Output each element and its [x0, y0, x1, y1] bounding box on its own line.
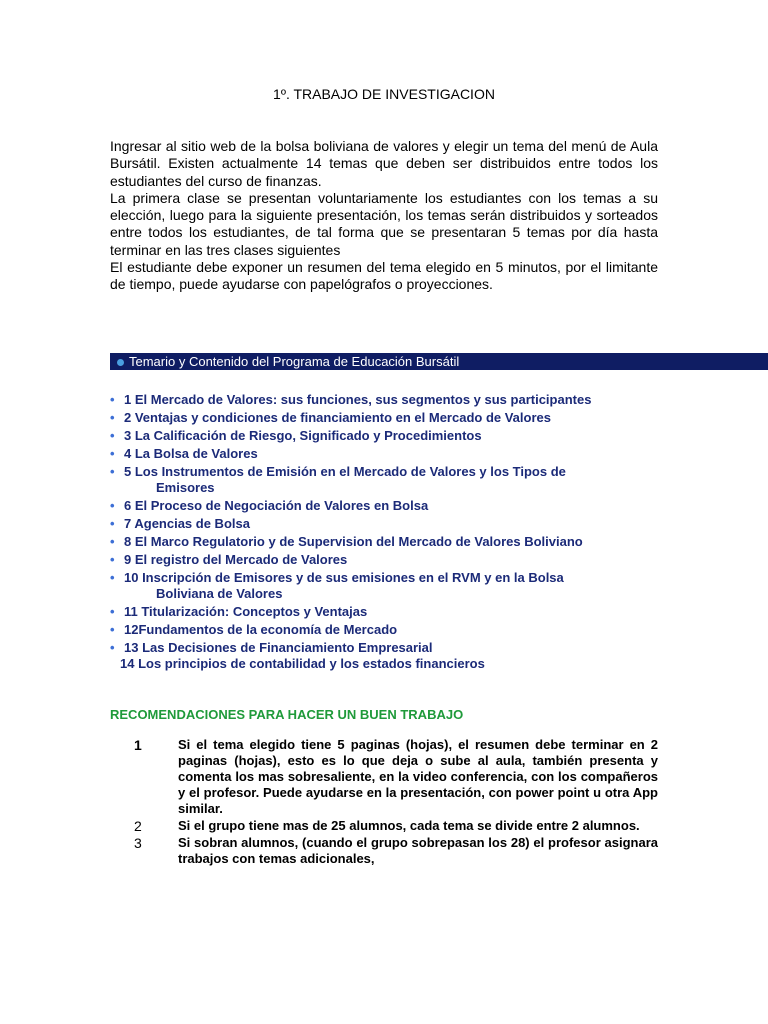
bullet-icon: •: [110, 498, 115, 513]
intro-paragraph: Ingresar al sitio web de la bolsa boliviana de valores y elegir un tema del menú de Aula Bursátil. Existen actualmente 14 temas que deben ser distribuidos entre todos los estudiantes del curso de finanzas.: [110, 138, 658, 189]
topic-label: 11 Titularización: Conceptos y Ventajas: [124, 604, 368, 619]
recommendations-heading: RECOMENDACIONES PARA HACER UN BUEN TRABAJO: [110, 707, 464, 722]
topic-item: [110, 410, 710, 426]
recommendations-list: [110, 737, 658, 868]
topic-item: [110, 516, 710, 532]
bullet-icon: •: [110, 604, 115, 619]
bullet-icon: •: [110, 516, 115, 531]
bullet-icon: •: [110, 428, 115, 443]
topic-item: [110, 604, 710, 620]
topic-item: [110, 552, 710, 568]
topic-item: [110, 392, 710, 408]
topic-label: 7 Agencias de Bolsa: [124, 516, 250, 531]
recommendation-text: Si el tema elegido tiene 5 paginas (hojas), el resumen debe terminar en 2 paginas (hojas), esto es lo que deja o sube al aula, también presenta y comenta los mas sobresaliente, en la video conferencia, con los compañeros y el profesor. Puede ayudarse en la presentación, con power point u otra App similar.: [178, 737, 658, 816]
topic-label: 9 El registro del Mercado de Valores: [124, 552, 348, 567]
bullet-icon: •: [110, 534, 115, 549]
recommendation-item: [110, 835, 658, 867]
topic-label: 10 Inscripción de Emisores y de sus emisiones en el RVM y en la Bolsa: [124, 570, 564, 585]
topic-item: [110, 464, 710, 496]
intro-text: [110, 138, 658, 294]
topic-label: 1 El Mercado de Valores: sus funciones, sus segmentos y sus participantes: [124, 392, 592, 407]
topic-label: 8 El Marco Regulatorio y de Supervision del Mercado de Valores Boliviano: [124, 534, 583, 549]
recommendation-item: [110, 737, 658, 817]
topic-label-continuation: Emisores: [156, 480, 215, 495]
recommendation-number: 2: [134, 818, 142, 834]
recommendation-item: [110, 818, 658, 834]
bullet-icon: •: [110, 570, 115, 585]
topic-item: [110, 570, 710, 602]
topic-item: [110, 498, 710, 514]
topic-label: 12Fundamentos de la economía de Mercado: [124, 622, 398, 637]
topic-item: [110, 640, 710, 656]
recommendation-number: 3: [134, 835, 142, 851]
banner-label: Temario y Contenido del Programa de Educación Bursátil: [129, 354, 460, 369]
recommendation-text: Si sobran alumnos, (cuando el grupo sobrepasan los 28) el profesor asignara trabajos con temas adicionales,: [178, 835, 658, 866]
topic-label: 4 La Bolsa de Valores: [124, 446, 258, 461]
bullet-icon: •: [110, 464, 115, 479]
topic-label: 14 Los principios de contabilidad y los estados financieros: [120, 656, 485, 671]
topic-label: 13 Las Decisiones de Financiamiento Empresarial: [124, 640, 433, 655]
topic-item: [110, 534, 710, 550]
topic-item: [110, 656, 710, 672]
topic-label: 6 El Proceso de Negociación de Valores en Bolsa: [124, 498, 429, 513]
bullet-icon: •: [110, 446, 115, 461]
bullet-icon: •: [110, 552, 115, 567]
bullet-icon: •: [110, 392, 115, 407]
recommendation-text: Si el grupo tiene mas de 25 alumnos, cada tema se divide entre 2 alumnos.: [178, 818, 640, 833]
bullet-icon: •: [110, 622, 115, 637]
program-banner: [110, 353, 768, 370]
topic-label-continuation: Boliviana de Valores: [156, 586, 283, 601]
topic-item: [110, 428, 710, 444]
recommendation-number: 1: [134, 737, 142, 753]
topic-label: 2 Ventajas y condiciones de financiamiento en el Mercado de Valores: [124, 410, 551, 425]
intro-paragraph: El estudiante debe exponer un resumen del tema elegido en 5 minutos, por el limitante de tiempo, puede ayudarse con papelógrafos o proyecciones.: [110, 259, 658, 293]
bullet-icon: •: [110, 640, 115, 655]
topic-label: 5 Los Instrumentos de Emisión en el Mercado de Valores y los Tipos de: [124, 464, 566, 479]
document-title: 1º. TRABAJO DE INVESTIGACION: [273, 86, 495, 102]
topic-label: 3 La Calificación de Riesgo, Significado y Procedimientos: [124, 428, 482, 443]
bullet-icon: [117, 359, 124, 366]
topic-list: [110, 392, 710, 674]
intro-paragraph: La primera clase se presentan voluntariamente los estudiantes con los temas a su elección, luego para la siguiente presentación, los temas serán distribuidos y sorteados entre todos los estudiantes, de tal forma que se presentaran 5 temas por día hasta terminar en las tres clases siguientes: [110, 189, 658, 258]
topic-item: [110, 446, 710, 462]
topic-item: [110, 622, 710, 638]
bullet-icon: •: [110, 410, 115, 425]
